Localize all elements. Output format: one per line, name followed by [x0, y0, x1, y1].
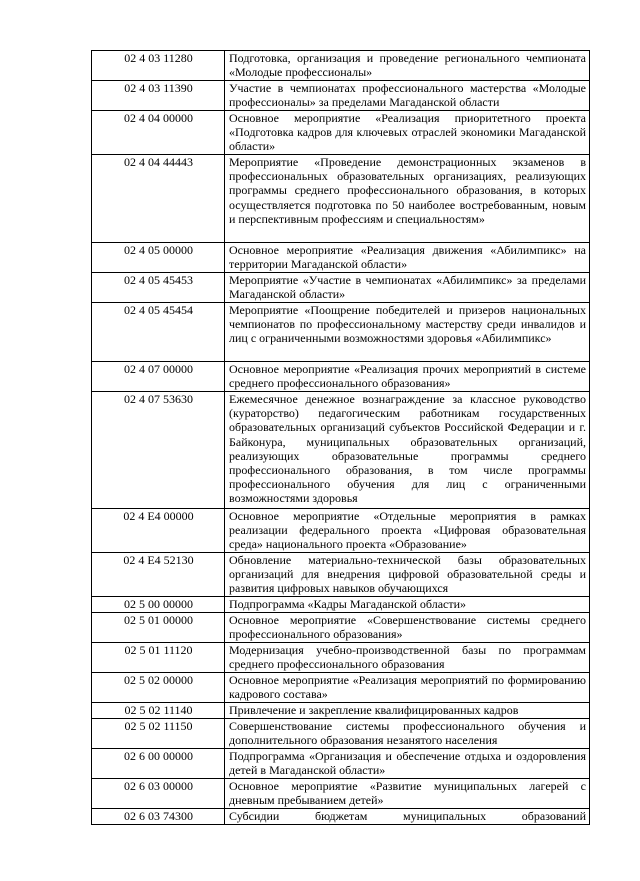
row-code: 02 4 03 11390: [92, 81, 225, 111]
budget-classification-table: [91, 50, 590, 825]
row-description: Обновление материально-технической базы образовательных организаций для внедрения цифровой образовательной среды и развития цифровых навыков обучающихся: [225, 553, 590, 597]
row-description: Мероприятие «Поощрение победителей и призеров национальных чемпионатов по профессиональному мастерству среди инвалидов и лиц с ограниченными возможностями здоровья «Абилимпикс»: [225, 303, 590, 362]
table-row: [92, 243, 590, 273]
table-row: [92, 51, 590, 81]
table-row: [92, 613, 590, 643]
table-row: [92, 749, 590, 779]
table-body: [92, 51, 590, 825]
table-row: [92, 362, 590, 392]
row-code: 02 5 01 00000: [92, 613, 225, 643]
row-description: Мероприятие «Участие в чемпионатах «Абилимпикс» за пределами Магаданской области»: [225, 273, 590, 303]
row-description: Основное мероприятие «Реализация движения «Абилимпикс» на территории Магаданской области»: [225, 243, 590, 273]
table-row: [92, 719, 590, 749]
table-row: [92, 303, 590, 362]
table-row: [92, 553, 590, 597]
row-code: 02 4 E4 52130: [92, 553, 225, 597]
row-code: 02 5 01 11120: [92, 643, 225, 673]
row-description: Основное мероприятие «Реализация прочих мероприятий в системе среднего профессионального образования»: [225, 362, 590, 392]
row-code: 02 5 02 11140: [92, 703, 225, 719]
table-row: [92, 273, 590, 303]
row-code: 02 6 00 00000: [92, 749, 225, 779]
row-description: Совершенствование системы профессионального обучения и дополнительного образования незанятого населения: [225, 719, 590, 749]
row-description: Субсидии бюджетам муниципальных образований: [225, 809, 590, 825]
row-code: 02 4 04 00000: [92, 111, 225, 155]
row-code: 02 4 05 00000: [92, 243, 225, 273]
row-description: Основное мероприятие «Совершенствование системы среднего профессионального образования»: [225, 613, 590, 643]
row-description: Основное мероприятие «Реализация мероприятий по формированию кадрового состава»: [225, 673, 590, 703]
row-code: 02 4 E4 00000: [92, 509, 225, 553]
row-description: Ежемесячное денежное вознаграждение за классное руководство (кураторство) педагогическим работникам государственных образовательных организаций субъектов Российской Федерации и г. Байконура, муниципальных образовательных организаций, реализующих образовательные программы среднего профессионального образования, в том числе программы профессионального обучения для лиц с ограниченными возможностями здоровья: [225, 392, 590, 509]
row-code: 02 5 00 00000: [92, 597, 225, 613]
row-description: Основное мероприятие «Реализация приоритетного проекта «Подготовка кадров для ключевых отраслей экономики Магаданской области»: [225, 111, 590, 155]
row-description: Мероприятие «Проведение демонстрационных экзаменов в профессиональных образовательных организациях, реализующих программы среднего профессионального образования, в которых осуществляется подготовка по 50 наиболее востребованным, новым и перспективным профессиям и специальностям»: [225, 155, 590, 243]
row-code: 02 4 05 45453: [92, 273, 225, 303]
row-description: Основное мероприятие «Развитие муниципальных лагерей с дневным пребыванием детей»: [225, 779, 590, 809]
row-description: Основное мероприятие «Отдельные мероприятия в рамках реализации федерального проекта «Цифровая образовательная среда» национального проекта «Образование»: [225, 509, 590, 553]
row-description: Модернизация учебно-производственной базы по программам среднего профессионального образования: [225, 643, 590, 673]
table-row: [92, 155, 590, 243]
row-code: 02 5 02 11150: [92, 719, 225, 749]
row-description: Участие в чемпионатах профессионального мастерства «Молодые профессионалы» за пределами Магаданской области: [225, 81, 590, 111]
row-description: Подпрограмма «Кадры Магаданской области»: [225, 597, 590, 613]
table-row: [92, 509, 590, 553]
row-code: 02 5 02 00000: [92, 673, 225, 703]
table-row: [92, 673, 590, 703]
row-description: Привлечение и закрепление квалифицированных кадров: [225, 703, 590, 719]
row-description: Подпрограмма «Организация и обеспечение отдыха и оздоровления детей в Магаданской области»: [225, 749, 590, 779]
row-code: 02 4 07 00000: [92, 362, 225, 392]
row-code: 02 6 03 74300: [92, 809, 225, 825]
row-description: Подготовка, организация и проведение регионального чемпионата «Молодые профессионалы»: [225, 51, 590, 81]
table-row: [92, 809, 590, 825]
row-code: 02 4 04 44443: [92, 155, 225, 243]
table-row: [92, 643, 590, 673]
row-code: 02 6 03 00000: [92, 779, 225, 809]
table-row: [92, 111, 590, 155]
table-row: [92, 81, 590, 111]
row-code: 02 4 03 11280: [92, 51, 225, 81]
row-code: 02 4 07 53630: [92, 392, 225, 509]
table-row: [92, 703, 590, 719]
row-code: 02 4 05 45454: [92, 303, 225, 362]
table-row: [92, 597, 590, 613]
table-row: [92, 779, 590, 809]
table-row: [92, 392, 590, 509]
